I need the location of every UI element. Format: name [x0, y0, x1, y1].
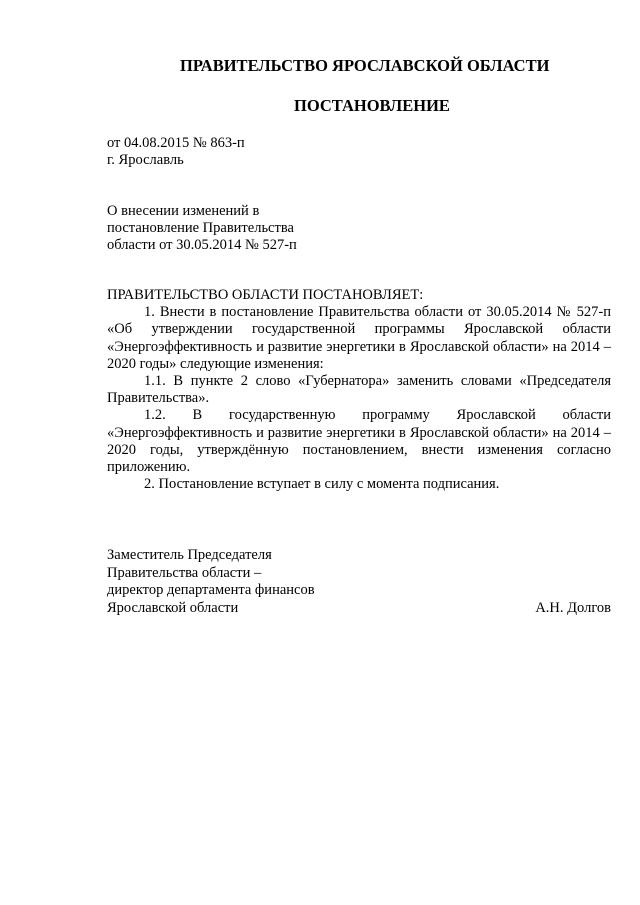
government-title: ПРАВИТЕЛЬСТВО ЯРОСЛАВСКОЙ ОБЛАСТИ [180, 56, 550, 75]
paragraph-2: 2. Постановление вступает в силу с момента подписания. [144, 476, 500, 493]
document-subject [107, 203, 297, 254]
subject-line-1: О внесении изменений в [107, 203, 260, 219]
document-type-title: ПОСТАНОВЛЕНИЕ [294, 96, 450, 115]
signatory-last-row [107, 600, 611, 618]
subject-line-3: области от 30.05.2014 № 527-п [107, 237, 297, 253]
signatory-name: А.Н. Долгов [535, 599, 611, 616]
signatory-title-line-4: Ярославской области [107, 599, 239, 616]
document-body [107, 287, 611, 493]
signature-block [107, 547, 611, 617]
signatory-title-line-2: Правительства области – [107, 564, 262, 581]
paragraph-1-1: 1.1. В пункте 2 слово «Губернатора» заменить словами «Председателя Правительства». [107, 373, 611, 407]
subject-line-2: постановление Правительства [107, 220, 294, 236]
body-lead: ПРАВИТЕЛЬСТВО ОБЛАСТИ ПОСТАНОВЛЯЕТ: [107, 287, 424, 303]
paragraph-1-2: 1.2. В государственную программу Ярославской области «Энергоэффективность и развитие энергетики в Ярославской области» на 2014 – 2020 годы, утверждённую постановлением, внести изменения согласно приложению. [107, 407, 611, 476]
document-meta [107, 135, 245, 169]
signatory-title-line-1: Заместитель Председателя [107, 547, 272, 563]
signatory-title-line-3: директор департамента финансов [107, 582, 315, 598]
city: г. Ярославль [107, 152, 184, 168]
paragraph-1: 1. Внести в постановление Правительства области от 30.05.2014 № 527-п «Об утверждении государственной программы Ярославской области «Энергоэффективность и развитие энергетики в Ярославской области» на 2014 – 2020 годы» следующие изменения: [107, 304, 611, 372]
date-number: от 04.08.2015 № 863-п [107, 135, 245, 151]
